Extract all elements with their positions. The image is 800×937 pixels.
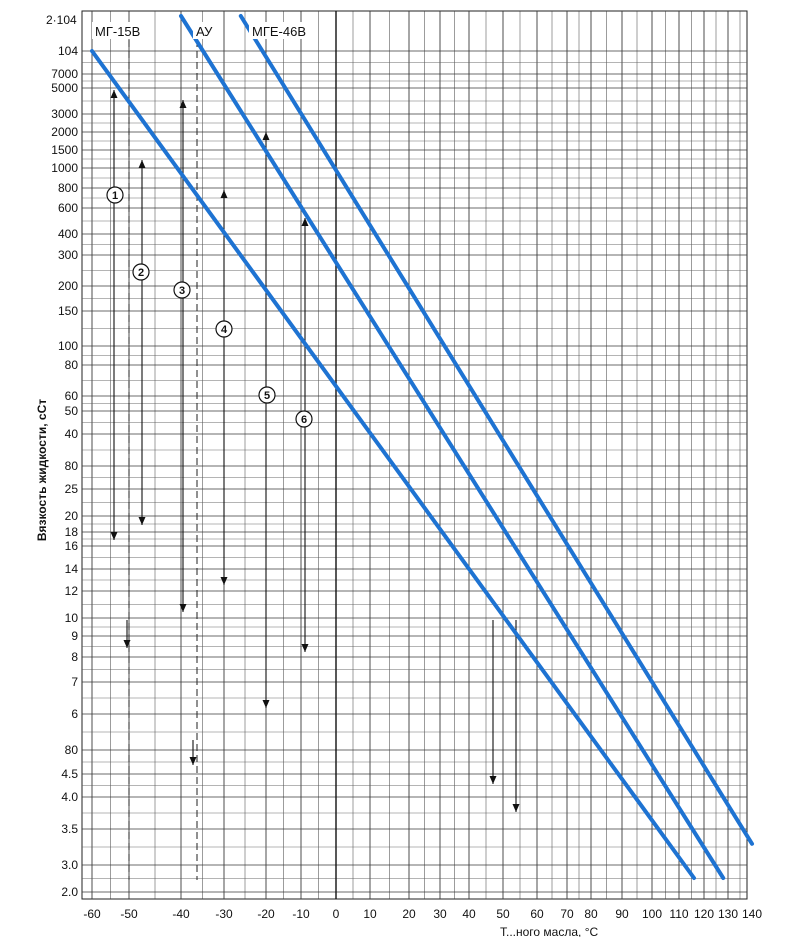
callout-number: 5 [263,390,271,402]
x-tick-label: -20 [257,907,275,921]
x-tick-label: 20 [402,907,416,921]
y-tick-label: 7000 [51,67,78,81]
y-tick-label: 20 [64,509,78,523]
y-tick-label: 800 [57,181,78,195]
y-tick-label: 10 [64,611,78,625]
plot-area [82,11,747,899]
x-tick-label: 30 [433,907,447,921]
x-tick-label: 130 [717,907,739,921]
y-tick-label: 8 [71,650,78,664]
y-axis-title: Вязкость жидкости, сСт [35,398,49,542]
y-tick-label: 4.0 [61,790,78,804]
callout-number: 1 [111,190,119,202]
y-tick-label: 60 [64,389,78,403]
y-tick-label: 50 [64,404,78,418]
x-tick-label: 0 [332,907,340,921]
series-label: АУ [196,24,213,39]
x-tick-label: 50 [496,907,510,921]
x-tick-label: -40 [172,907,190,921]
series-labels [92,22,311,39]
y-tick-label: 300 [57,248,78,262]
y-tick-label: 2000 [51,125,78,139]
y-tick-label: 16 [64,539,78,553]
callout-number: 2 [137,267,145,279]
y-tick-label: 5000 [51,81,78,95]
x-tick-label: -10 [292,907,310,921]
x-tick-label: -60 [83,907,101,921]
y-top-label: 2·104 [46,13,77,27]
y-tick-label: 14 [64,562,78,576]
x-tick-label: 60 [530,907,544,921]
x-tick-label: 120 [693,907,715,921]
x-tick-label: 80 [584,907,598,921]
y-tick-label: 80 [64,743,78,757]
y-tick-label: 104 [57,44,78,58]
y-tick-label: 150 [57,304,78,318]
x-tick-label: -50 [120,907,138,921]
y-tick-label: 7 [71,675,78,689]
x-tick-label: 90 [615,907,629,921]
y-tick-label: 1000 [51,161,78,175]
x-tick-label: 70 [560,907,574,921]
y-tick-label: 3000 [51,107,78,121]
y-tick-label: 25 [64,482,78,496]
callout-number: 4 [220,324,228,336]
y-tick-label: 4.5 [61,767,78,781]
y-tick-label: 9 [71,629,78,643]
y-tick-label: 12 [64,584,78,598]
x-tick-label: -30 [215,907,233,921]
y-tick-label: 80 [64,358,78,372]
y-tick-label: 100 [57,339,78,353]
y-tick-label: 40 [64,427,78,441]
x-tick-label: 40 [462,907,476,921]
callout-number: 6 [300,414,308,426]
x-tick-label: 10 [363,907,377,921]
series-label: МГЕ-46В [252,24,306,39]
x-axis-title: Т...ного масла, °С [500,925,599,937]
y-tick-label: 2.0 [61,885,78,899]
x-tick-label: 110 [669,907,689,921]
y-tick-label: 3.5 [61,822,78,836]
y-tick-label: 80 [64,459,78,473]
y-tick-label: 1500 [51,143,78,157]
x-tick-label: 100 [641,907,663,921]
y-tick-label: 18 [64,525,78,539]
series-label: МГ-15В [95,24,141,39]
x-tick-label: 140 [741,907,763,921]
callout-number: 3 [178,285,186,297]
y-tick-label: 400 [57,227,78,241]
y-tick-label: 200 [57,279,78,293]
y-tick-label: 3.0 [61,858,78,872]
y-tick-label: 600 [57,201,78,215]
y-tick-label: 6 [71,707,78,721]
